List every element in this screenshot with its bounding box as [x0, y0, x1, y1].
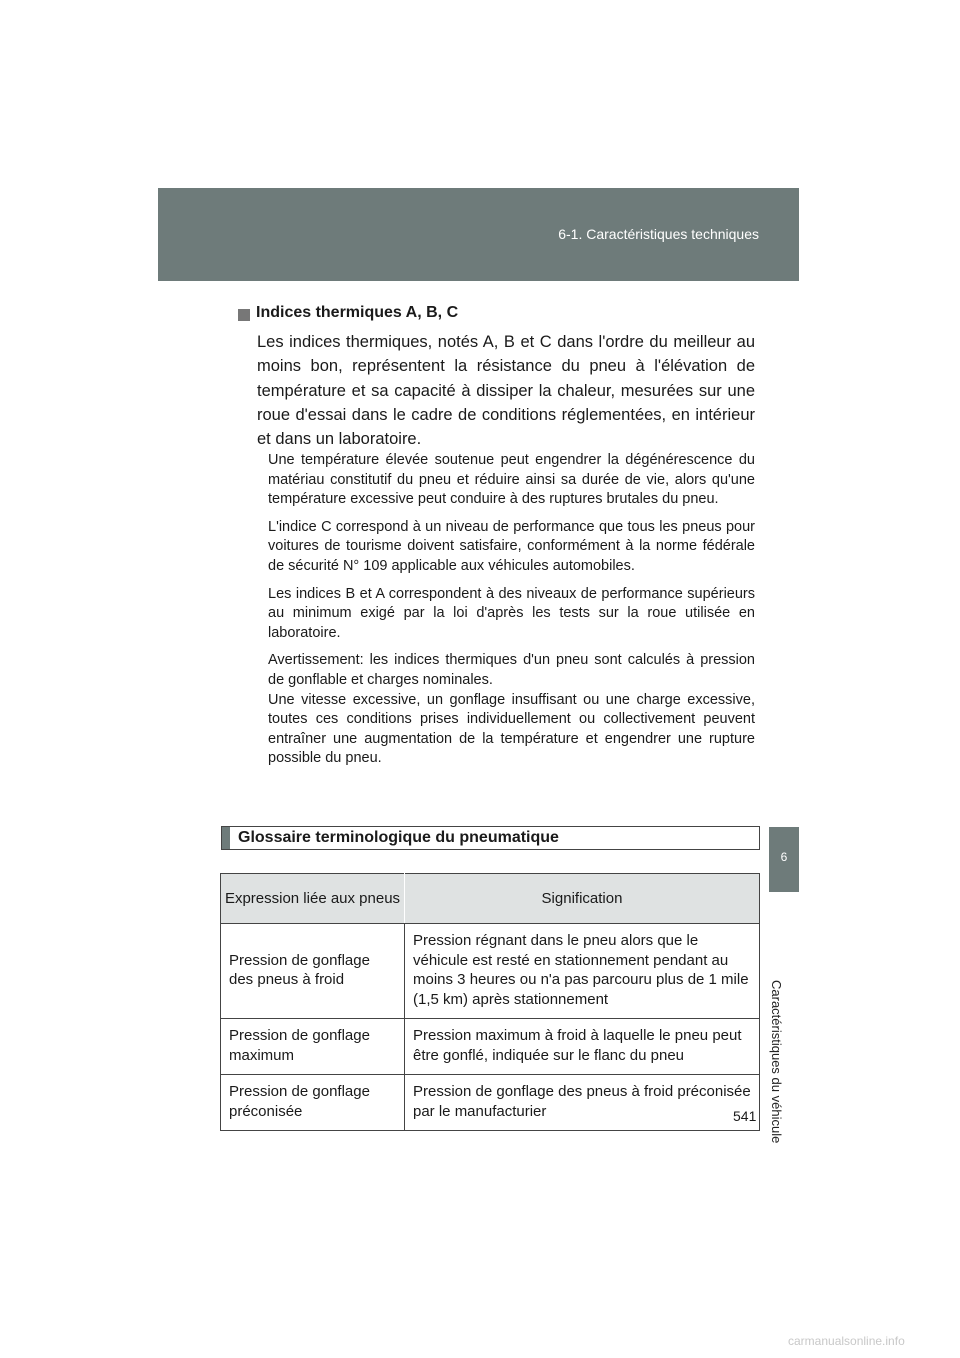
definition-cell: Pression régnant dans le pneu alors que le véhicule est resté en stationnement pendant au moins 3 heures ou n'a pas parcouru plus de 1 mile (1,5 km) après stationnement	[405, 924, 760, 1019]
section-notes	[268, 451, 755, 777]
glossary-table	[220, 873, 760, 1131]
section-heading	[238, 304, 458, 322]
table-header-row	[221, 874, 760, 924]
chapter-title: 6-1. Caractéristiques techniques	[558, 226, 759, 242]
note-paragraph: Une température élevée soutenue peut engendrer la dégénérescence du matériau constitutif du pneu et réduire ainsi sa durée de vie, alors qu'une température excessive peut conduire à des ruptures brutales du pneu.	[268, 452, 755, 508]
chapter-side-tab	[769, 281, 799, 1316]
heading-accent	[222, 827, 230, 849]
definition-cell: Pression maximum à froid à laquelle le pneu peut être gonflé, indiquée sur le flanc du pneu	[405, 1019, 760, 1075]
section-title: Indices thermiques A, B, C	[256, 304, 459, 321]
page-number: 541	[733, 1108, 757, 1124]
table-row	[221, 1019, 760, 1075]
chapter-side-label: Caractéristiques du véhicule	[769, 980, 784, 1144]
note-paragraph: Une vitesse excessive, un gonflage insuffisant ou une charge excessive, toutes ces conditions prises individuellement ou collectivement peuvent entraîner une augmentation de la température et engendrer une rupture possible du pneu.	[268, 691, 755, 767]
glossary-title: Glossaire terminologique du pneumatique	[238, 829, 559, 846]
chapter-header	[158, 188, 799, 281]
table-row	[221, 1075, 760, 1131]
term-cell: Pression de gonflage maximum	[221, 1019, 405, 1075]
section-intro: Les indices thermiques, notés A, B et C dans l'ordre du meilleur au moins bon, représentent la résistance du pneu à l'élévation de température et sa capacité à dissiper la chaleur, mesurées sur une roue d'essai dans le cadre de conditions réglementées, en intérieur et dans un laboratoire.	[257, 333, 755, 449]
term-cell: Pression de gonflage des pneus à froid	[221, 924, 405, 1019]
glossary-heading-bar	[221, 826, 760, 850]
term-cell: Pression de gonflage préconisée	[221, 1075, 405, 1131]
note-paragraph: Avertissement: les indices thermiques d'un pneu sont calculés à pression de gonflable et charges nominales.	[268, 652, 755, 688]
definition-cell: Pression de gonflage des pneus à froid préconisée par le manufacturier	[405, 1075, 760, 1131]
chapter-number: 6	[780, 850, 788, 864]
column-header: Expression liée aux pneus	[221, 874, 405, 924]
watermark: carmanualsonline.info	[788, 1334, 905, 1348]
note-paragraph: L'indice C correspond à un niveau de performance que tous les pneus pour voitures de tourisme doivent satisfaire, conformément à la norme fédérale de sécurité N° 109 applicable aux véhicules automobiles.	[268, 518, 755, 574]
table-row	[221, 924, 760, 1019]
note-paragraph: Les indices B et A correspondent à des niveaux de performance supérieurs au minimum exigé par la loi d'après les tests sur la roue utilisée en laboratoire.	[268, 585, 755, 641]
column-header: Signification	[405, 874, 760, 924]
chapter-number-box	[769, 827, 799, 892]
